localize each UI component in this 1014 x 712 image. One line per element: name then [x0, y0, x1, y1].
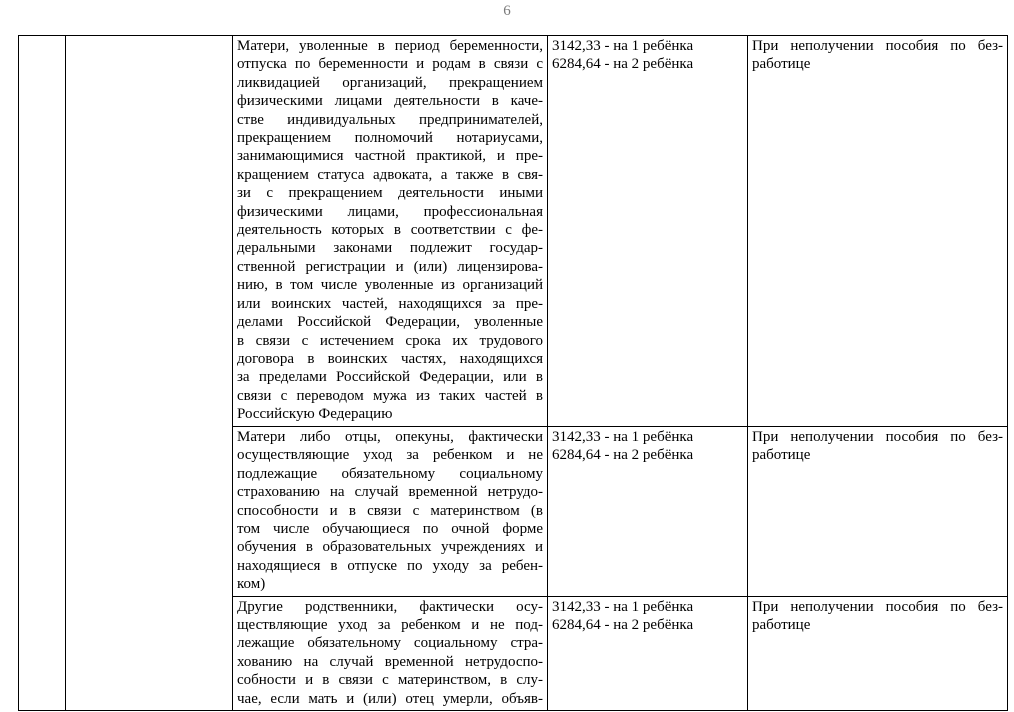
benefits-table — [18, 35, 1008, 711]
benefit-type-column-cell — [66, 36, 233, 711]
recipients-cell: Матери, уволенные в период беременности, отпуска по беременности и родам в связи с ликвидацией организаций, прекращением физическими лицами деятельности в каче- стве индивидуальных предпринимателей, прекращением полномочий нотариусами, занимающимися частной практикой, и пре- кращением статуса адвоката, а также в свя- зи с прекращением деятельности иными физическими лицами, профессиональная деятельность которых в соответствии с фе- деральными законами подлежит государ- ственной регистрации и (или) лицензирова- нию, в том числе уволенные из организаций или воинских частей, находящихся за пре- делами Российской Федерации, уволенные в связи с истечением срока их трудового договора в воинских частях, находящихся за пределами Российской Федерации, или в связи с переводом мужа из таких частей в Российскую Федерацию — [233, 36, 548, 427]
condition-cell: При неполучении пособия по без- работице — [748, 427, 1008, 597]
amount-cell: 3142,33 - на 1 ребёнка 6284,64 - на 2 ребёнка — [548, 36, 748, 427]
page-number: 6 — [503, 3, 511, 19]
condition-cell: При неполучении пособия по без- работице — [748, 596, 1008, 710]
amount-cell: 3142,33 - на 1 ребёнка 6284,64 - на 2 ребёнка — [548, 596, 748, 710]
index-column-cell — [19, 36, 66, 711]
table-row — [19, 36, 1008, 427]
amount-cell: 3142,33 - на 1 ребёнка 6284,64 - на 2 ребёнка — [548, 427, 748, 597]
condition-cell: При неполучении пособия по без- работице — [748, 36, 1008, 427]
recipients-cell: Другие родственники, фактически осу- ществляющие уход за ребенком и не под- лежащие обязательному социальному стра- хованию на случай временной нетрудоспо- собности и в связи с материнством, в слу- чае, если мать и (или) отец умерли, объяв- — [233, 596, 548, 710]
recipients-cell: Матери либо отцы, опекуны, фактически осуществляющие уход за ребенком и не подлежащие обязательному социальному страхованию на случай временной нетрудо- способности и в связи с материнством (в том числе обучающиеся по очной форме обучения в образовательных учреждениях и находящиеся в отпуске по уходу за ребен- ком) — [233, 427, 548, 597]
